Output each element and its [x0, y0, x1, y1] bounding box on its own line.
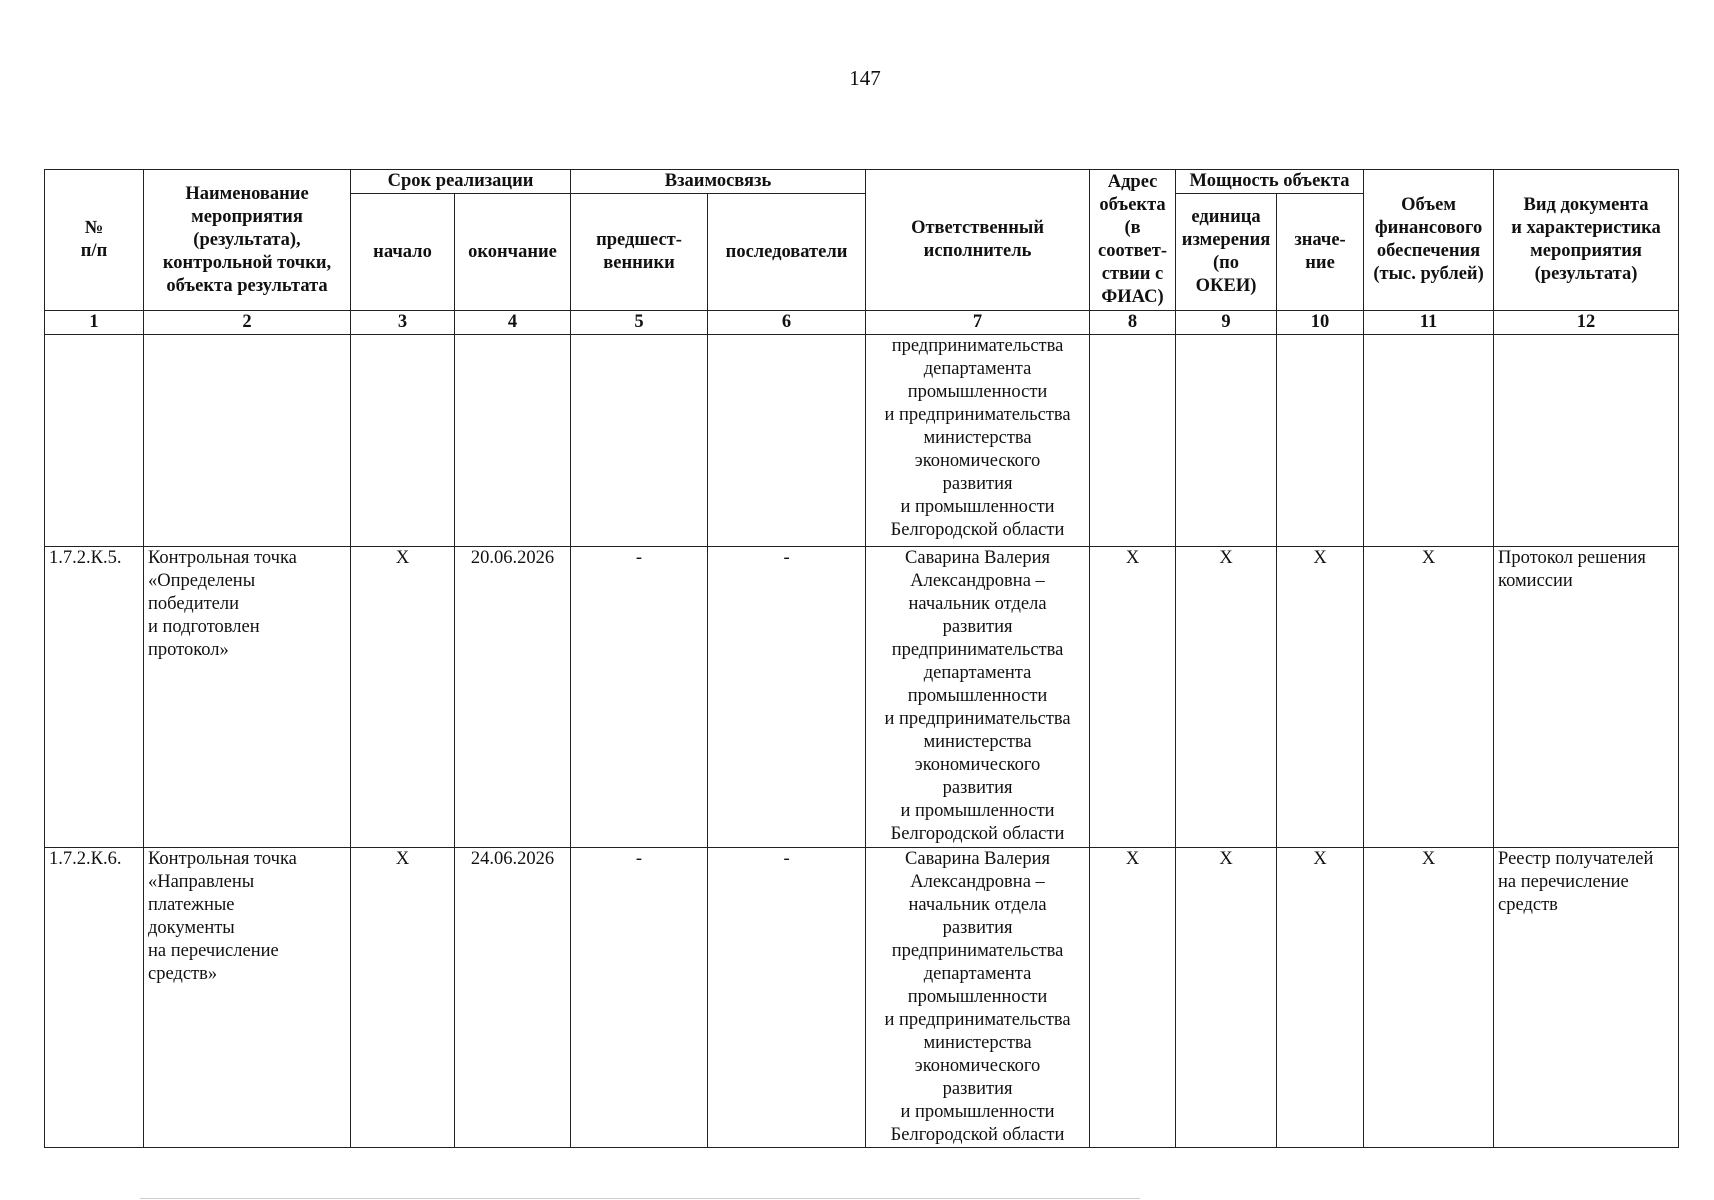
executor-cell: предпринимательства департамента промышленности и предпринимательства министерства экономического развития и промышленности Белгородской области	[866, 335, 1090, 547]
row-number: 1.7.2.К.6.	[45, 847, 144, 1147]
column-number: 5	[571, 311, 708, 335]
column-number: 7	[866, 311, 1090, 335]
executor-cell: Саварина Валерия Александровна – начальник отдела развития предпринимательства департамента промышленности и предпринимательства министерства экономического развития и промышленности Белгородской области	[866, 547, 1090, 847]
header-finance: Объем финансового обеспечения (тыс. рублей)	[1364, 170, 1494, 311]
executor-cell: Саварина Валерия Александровна – начальник отдела развития предпринимательства департамента промышленности и предпринимательства министерства экономического развития и промышленности Белгородской области	[866, 847, 1090, 1147]
header-term-group: Срок реализации	[351, 170, 571, 194]
column-number: 12	[1494, 311, 1679, 335]
scan-artifact-line	[140, 1198, 1140, 1199]
address-cell: X	[1090, 547, 1176, 847]
row-number: 1.7.2.К.5.	[45, 547, 144, 847]
column-number: 6	[708, 311, 866, 335]
value-cell: X	[1277, 847, 1364, 1147]
finance-cell: X	[1364, 847, 1494, 1147]
column-number: 10	[1277, 311, 1364, 335]
finance-cell: X	[1364, 547, 1494, 847]
event-name: Контрольная точка «Определены победители и подготовлен протокол»	[144, 547, 351, 847]
table-row	[45, 847, 1679, 1147]
term-start: X	[351, 847, 455, 1147]
header-term-end: окончание	[455, 194, 571, 311]
column-numbers-row	[45, 311, 1679, 335]
link-succ: -	[708, 847, 866, 1147]
header-address: Адрес объекта (в соответ- ствии с ФИАС)	[1090, 170, 1176, 311]
header-executor: Ответственный исполнитель	[866, 170, 1090, 311]
term-end: 24.06.2026	[455, 847, 571, 1147]
column-number: 11	[1364, 311, 1494, 335]
term-start: X	[351, 547, 455, 847]
link-succ: -	[708, 547, 866, 847]
doc-cell: Протокол решения комиссии	[1494, 547, 1679, 847]
header-capacity-unit: единица измерения (по ОКЕИ)	[1176, 194, 1277, 311]
table-row-continuation	[45, 335, 1679, 547]
column-number: 3	[351, 311, 455, 335]
column-number: 2	[144, 311, 351, 335]
term-end: 20.06.2026	[455, 547, 571, 847]
unit-cell: X	[1176, 847, 1277, 1147]
plan-table	[44, 169, 1679, 1148]
header-capacity-group: Мощность объекта	[1176, 170, 1364, 194]
unit-cell: X	[1176, 547, 1277, 847]
column-number: 8	[1090, 311, 1176, 335]
link-pred: -	[571, 547, 708, 847]
table-row	[45, 547, 1679, 847]
header-no: № п/п	[45, 170, 144, 311]
column-number: 1	[45, 311, 144, 335]
address-cell: X	[1090, 847, 1176, 1147]
doc-cell: Реестр получателей на перечисление средств	[1494, 847, 1679, 1147]
header-link-group: Взаимосвязь	[571, 170, 866, 194]
event-name: Контрольная точка «Направлены платежные документы на перечисление средств»	[144, 847, 351, 1147]
header-term-start: начало	[351, 194, 455, 311]
column-number: 9	[1176, 311, 1277, 335]
header-link-succ: последователи	[708, 194, 866, 311]
header-link-pred: предшест- венники	[571, 194, 708, 311]
header-name: Наименование мероприятия (результата), контрольной точки, объекта результата	[144, 170, 351, 311]
header-doc: Вид документа и характеристика мероприятия (результата)	[1494, 170, 1679, 311]
table-header	[45, 170, 1679, 335]
value-cell: X	[1277, 547, 1364, 847]
column-number: 4	[455, 311, 571, 335]
header-capacity-value: значе- ние	[1277, 194, 1364, 311]
page-number: 147	[849, 66, 881, 90]
link-pred: -	[571, 847, 708, 1147]
